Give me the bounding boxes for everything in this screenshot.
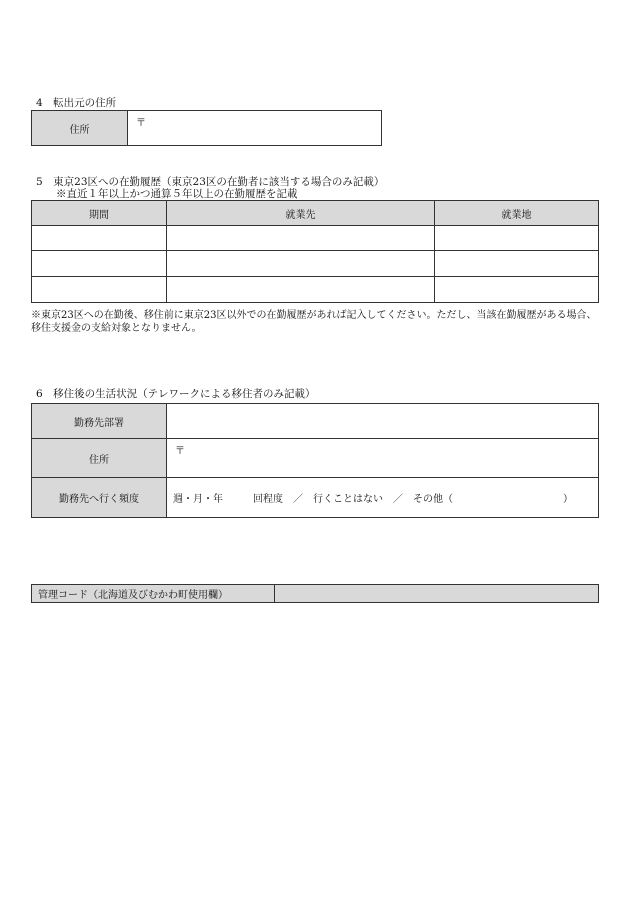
dept-label: 勤務先部署 bbox=[32, 404, 167, 439]
postal-mark: 〒 bbox=[136, 118, 146, 129]
post-move-address-label: 住所 bbox=[32, 439, 167, 478]
freq-label: 勤務先へ行く頻度 bbox=[32, 478, 167, 518]
section6-heading: 6 移住後の生活状況（テレワークによる移住者のみ記載） bbox=[36, 388, 316, 400]
col-period: 期間 bbox=[32, 201, 167, 226]
period-cell[interactable] bbox=[32, 251, 167, 277]
table-row bbox=[32, 226, 599, 251]
work-location-cell[interactable] bbox=[435, 251, 599, 277]
employer-cell[interactable] bbox=[167, 226, 435, 251]
employer-cell[interactable] bbox=[167, 277, 435, 303]
tokyo-work-history-table bbox=[31, 200, 599, 303]
section5-heading: 5 東京23区への在勤履歴（東京23区の在勤者に該当する場合のみ記載） bbox=[36, 176, 385, 188]
dept-field[interactable] bbox=[167, 404, 599, 439]
origin-address-field[interactable] bbox=[128, 111, 382, 146]
period-cell[interactable] bbox=[32, 277, 167, 303]
work-location-cell[interactable] bbox=[435, 277, 599, 303]
admin-code-label: 管理コード（北海道及びむかわ町使用欄） bbox=[32, 585, 275, 603]
postal-mark: 〒 bbox=[175, 446, 185, 457]
period-cell[interactable] bbox=[32, 226, 167, 251]
post-move-status-table bbox=[31, 403, 599, 518]
section5-subheading: ※直近１年以上かつ通算５年以上の在勤履歴を記載 bbox=[56, 188, 298, 200]
table-row bbox=[32, 277, 599, 303]
employer-cell[interactable] bbox=[167, 251, 435, 277]
origin-address-table bbox=[31, 110, 382, 146]
section4-heading: 4 転出元の住所 bbox=[36, 97, 117, 109]
col-work-location: 就業地 bbox=[435, 201, 599, 226]
origin-address-label: 住所 bbox=[32, 111, 128, 146]
col-employer: 就業先 bbox=[167, 201, 435, 226]
freq-field[interactable]: 週・月・年 回程度 ／ 行くことはない ／ その他（ ） bbox=[167, 478, 599, 518]
admin-code-field[interactable] bbox=[275, 585, 599, 603]
post-move-address-field[interactable] bbox=[167, 439, 599, 478]
section5-note: ※東京23区への在勤後、移住前に東京23区以外での在勤履歴があれば記入してください。ただし、当該在勤履歴がある場合、移住支援金の支給対象となりません。 bbox=[31, 310, 597, 334]
work-location-cell[interactable] bbox=[435, 226, 599, 251]
table-row bbox=[32, 251, 599, 277]
admin-code-table bbox=[31, 584, 599, 603]
